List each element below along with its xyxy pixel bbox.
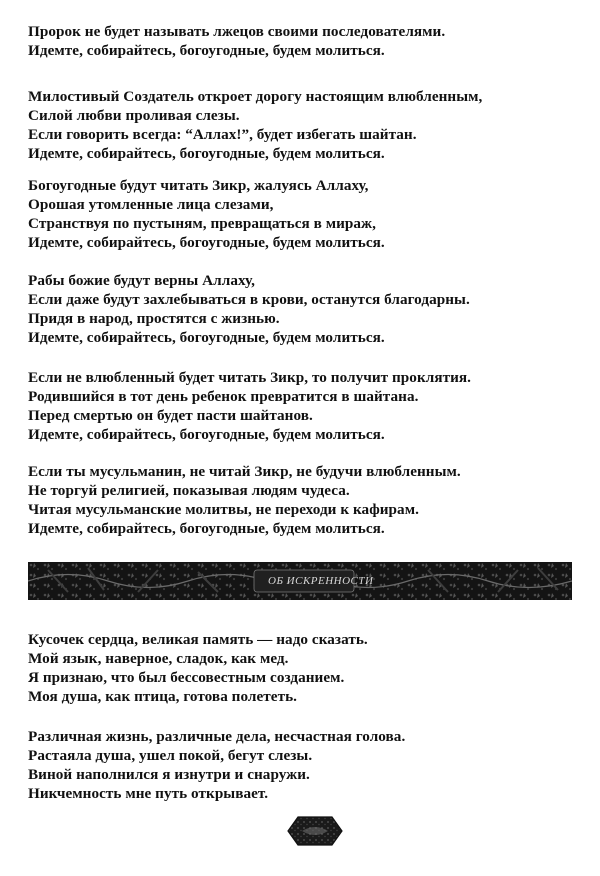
stanza-7: [28, 630, 368, 706]
banner-title: ОБ ИСКРЕННОСТИ: [268, 575, 374, 587]
verse-line: Идемте, собирайтесь, богоугодные, будем молиться.: [28, 42, 385, 59]
verse-line: Никчемность мне путь открывает.: [28, 785, 269, 802]
verse-line: Родившийся в тот день ребенок превратится в шайтана.: [28, 388, 419, 405]
verse-line: Странствуя по пустыням, превращаться в мираж,: [28, 215, 376, 232]
verse-line: Не торгуй религией, показывая людям чудеса.: [28, 482, 350, 499]
verse-line: Идемте, собирайтесь, богоугодные, будем молиться.: [28, 145, 385, 162]
stanza-5: [28, 368, 471, 444]
stanza-1: [28, 22, 445, 60]
verse-line: Пророк не будет называть лжецов своими последователями.: [28, 23, 446, 40]
page-ornament-icon: [284, 814, 346, 848]
verse-line: Идемте, собирайтесь, богоугодные, будем молиться.: [28, 426, 385, 443]
verse-line: Виной наполнился я изнутри и снаружи.: [28, 766, 310, 783]
verse-line: Растаяла душа, ушел покой, бегут слезы.: [28, 747, 313, 764]
verse-line: Мой язык, наверное, сладок, как мед.: [28, 650, 289, 667]
verse-line: Различная жизнь, различные дела, несчастная голова.: [28, 728, 406, 745]
verse-line: Если ты мусульманин, не читай Зикр, не будучи влюбленным.: [28, 463, 461, 480]
verse-line: Моя душа, как птица, готова полететь.: [28, 688, 298, 705]
verse-line: Если говорить всегда: “Аллах!”, будет избегать шайтан.: [28, 126, 417, 143]
section-divider-banner: [28, 562, 572, 600]
stanza-2: [28, 87, 482, 163]
verse-line: Орошая утомленные лица слезами,: [28, 196, 274, 213]
stanza-8: [28, 727, 405, 803]
verse-line: Идемте, собирайтесь, богоугодные, будем молиться.: [28, 520, 385, 537]
verse-line: Силой любви проливая слезы.: [28, 107, 240, 124]
verse-line: Перед смертью он будет пасти шайтанов.: [28, 407, 313, 424]
stanza-6: [28, 462, 461, 538]
verse-line: Рабы божие будут верны Аллаху,: [28, 272, 255, 289]
verse-line: Если не влюбленный будет читать Зикр, то получит проклятия.: [28, 369, 472, 386]
stanza-3: [28, 176, 385, 252]
stanza-4: [28, 271, 470, 347]
verse-line: Кусочек сердца, великая память — надо сказать.: [28, 631, 368, 648]
verse-line: Я признаю, что был бессовестным созданием.: [28, 669, 345, 686]
verse-line: Читая мусульманские молитвы, не переходи к кафирам.: [28, 501, 419, 518]
verse-line: Богоугодные будут читать Зикр, жалуясь Аллаху,: [28, 177, 369, 194]
verse-line: Идемте, собирайтесь, богоугодные, будем молиться.: [28, 329, 385, 346]
verse-line: Милостивый Создатель откроет дорогу настоящим влюбленным,: [28, 88, 483, 105]
verse-line: Придя в народ, простятся с жизнью.: [28, 310, 280, 327]
verse-line: Если даже будут захлебываться в крови, останутся благодарны.: [28, 291, 470, 308]
verse-line: Идемте, собирайтесь, богоугодные, будем молиться.: [28, 234, 385, 251]
